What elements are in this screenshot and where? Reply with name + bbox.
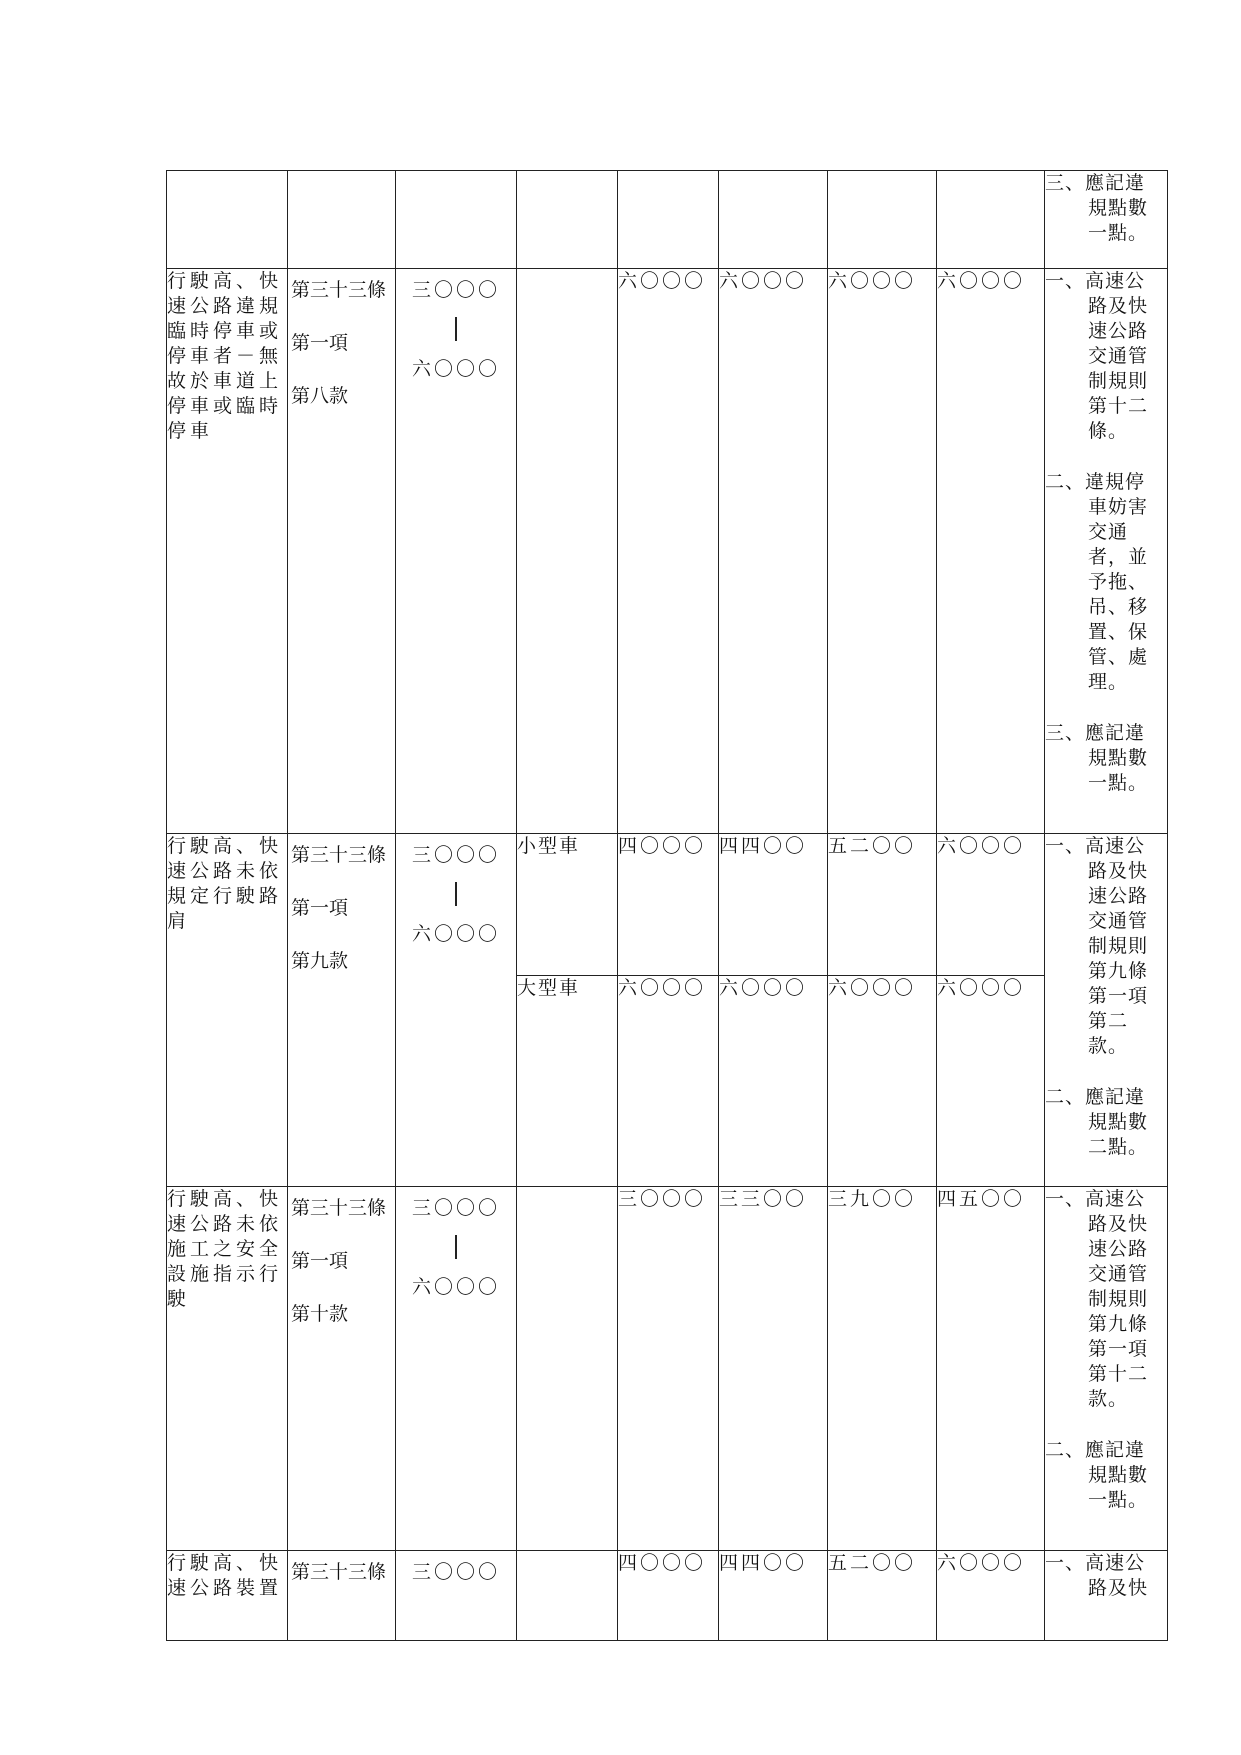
remark-line: 車妨害 — [1088, 496, 1149, 518]
remark-item — [1045, 721, 1167, 796]
fine-range-max: 六〇〇〇 — [411, 1276, 500, 1298]
article-line: 第三十三條 — [291, 1197, 387, 1219]
remark-line: 條。 — [1088, 420, 1129, 442]
remark-line: 第一項 — [1088, 985, 1149, 1007]
remark-line: 速公路 — [1088, 1238, 1149, 1260]
fine-amount-cell: 六〇〇〇 — [937, 269, 1045, 834]
violation-behavior-cell: 行駛高、快速公路未依規定行駛路肩 — [167, 834, 288, 1187]
fine-range-min: 三〇〇〇 — [411, 1197, 500, 1219]
fine-amount-cell: 四四〇〇 — [719, 1551, 828, 1641]
remarks-cell — [1045, 269, 1168, 834]
remarks-cell — [1045, 171, 1168, 269]
table-row — [167, 1187, 1168, 1551]
article-line: 第一項 — [291, 332, 349, 354]
article-line: 第十款 — [291, 1303, 349, 1325]
remark-line: 制規則 — [1088, 1288, 1149, 1310]
fine-amount-cell — [719, 171, 828, 269]
remark-line: 吊、移 — [1088, 596, 1149, 618]
remark-line: 第一項 — [1088, 1338, 1149, 1360]
fine-amount-cell: 六〇〇〇 — [719, 269, 828, 834]
remark-line: 速公路 — [1088, 320, 1149, 342]
article-cell — [288, 269, 396, 834]
fine-amount-cell — [618, 171, 719, 269]
vehicle-type-cell — [517, 171, 618, 269]
remark-line: 三、應記違 — [1045, 172, 1146, 194]
fine-amount-cell: 六〇〇〇 — [828, 976, 937, 1187]
fine-amount-cell: 四四〇〇 — [719, 834, 828, 976]
violation-behavior-cell — [167, 171, 288, 269]
fine-amount-cell: 三九〇〇 — [828, 1187, 937, 1551]
remark-line: 第十二 — [1088, 395, 1149, 417]
article-line: 第九款 — [291, 950, 349, 972]
article-line: 第一項 — [291, 897, 349, 919]
fine-amount-cell: 三三〇〇 — [719, 1187, 828, 1551]
fine-amount-cell: 六〇〇〇 — [618, 269, 719, 834]
remark-item — [1045, 470, 1167, 695]
remark-line: 路及快 — [1088, 295, 1149, 317]
remark-line: 一、高速公 — [1045, 835, 1146, 857]
article-line: 第三十三條 — [291, 844, 387, 866]
remark-line: 一、高速公 — [1045, 270, 1146, 292]
remark-line: 規點數 — [1088, 747, 1149, 769]
remark-line: 一點。 — [1088, 1489, 1149, 1511]
fine-range-min: 三〇〇〇 — [411, 1561, 500, 1583]
remark-item — [1045, 1551, 1167, 1601]
vehicle-type-cell: 大型車 — [517, 976, 618, 1187]
article-cell — [288, 834, 396, 1187]
fine-range-cell — [396, 269, 517, 834]
fine-amount-cell: 四〇〇〇 — [618, 1551, 719, 1641]
fine-range-min: 三〇〇〇 — [411, 844, 500, 866]
vehicle-type-cell — [517, 269, 618, 834]
remark-line: 速公路 — [1088, 885, 1149, 907]
remark-line: 路及快 — [1088, 860, 1149, 882]
remark-line: 規點數 — [1088, 1464, 1149, 1486]
article-line: 第三十三條 — [291, 279, 387, 301]
fine-amount-cell: 五二〇〇 — [828, 834, 937, 976]
vehicle-type-cell — [517, 1551, 618, 1641]
remarks-cell — [1045, 834, 1168, 1187]
remark-line: 交通管 — [1088, 1263, 1149, 1285]
fine-amount-cell — [828, 171, 937, 269]
remark-line: 者，並 — [1088, 546, 1149, 568]
remark-line: 規點數 — [1088, 1111, 1149, 1133]
remark-line: 一點。 — [1088, 222, 1149, 244]
vehicle-type-cell — [517, 1187, 618, 1551]
remarks-cell — [1045, 1187, 1168, 1551]
remark-item — [1045, 1085, 1167, 1160]
remark-line: 理。 — [1088, 671, 1129, 693]
remark-line: 二、應記違 — [1045, 1439, 1146, 1461]
fine-amount-cell: 六〇〇〇 — [937, 1551, 1045, 1641]
remark-item — [1045, 171, 1167, 246]
remark-line: 交通 — [1088, 521, 1129, 543]
fine-amount-cell: 六〇〇〇 — [937, 976, 1045, 1187]
article-cell — [288, 1551, 396, 1641]
remark-item — [1045, 1187, 1167, 1412]
article-line: 第八款 — [291, 385, 349, 407]
remark-line: 路及快 — [1088, 1577, 1149, 1599]
fine-range-max: 六〇〇〇 — [411, 358, 500, 380]
table-row — [167, 171, 1168, 269]
remark-line: 規點數 — [1088, 197, 1149, 219]
remark-line: 一點。 — [1088, 772, 1149, 794]
remark-line: 一、高速公 — [1045, 1552, 1146, 1574]
article-line: 第一項 — [291, 1250, 349, 1272]
remark-line: 第二 — [1088, 1010, 1129, 1032]
fine-amount-cell: 六〇〇〇 — [719, 976, 828, 1187]
range-dash — [455, 1235, 457, 1259]
fine-amount-cell: 六〇〇〇 — [828, 269, 937, 834]
remark-item — [1045, 834, 1167, 1059]
fine-range-cell — [396, 834, 517, 1187]
fine-amount-cell — [937, 171, 1045, 269]
violation-behavior-cell: 行駛高、快速公路未依施工之安全設施指示行駛 — [167, 1187, 288, 1551]
range-dash — [455, 882, 457, 906]
table-row — [167, 269, 1168, 834]
remark-line: 制規則 — [1088, 370, 1149, 392]
remark-line: 一、高速公 — [1045, 1188, 1146, 1210]
remark-line: 路及快 — [1088, 1213, 1149, 1235]
remark-line: 管、處 — [1088, 646, 1149, 668]
violation-behavior-cell: 行駛高、快速公路裝置 — [167, 1551, 288, 1641]
fine-range-cell — [396, 171, 517, 269]
fine-amount-cell: 六〇〇〇 — [937, 834, 1045, 976]
remark-line: 第九條 — [1088, 1313, 1149, 1335]
fine-amount-cell: 五二〇〇 — [828, 1551, 937, 1641]
fine-range-cell — [396, 1551, 517, 1641]
remark-line: 二點。 — [1088, 1136, 1149, 1158]
remark-line: 制規則 — [1088, 935, 1149, 957]
article-line: 第三十三條 — [291, 1561, 387, 1583]
remark-line: 二、違規停 — [1045, 471, 1146, 493]
article-cell — [288, 171, 396, 269]
remark-item — [1045, 1438, 1167, 1513]
remark-line: 第九條 — [1088, 960, 1149, 982]
fine-range-max: 六〇〇〇 — [411, 923, 500, 945]
table-row — [167, 834, 1168, 976]
remark-line: 第十二 — [1088, 1363, 1149, 1385]
remark-line: 予拖、 — [1088, 571, 1149, 593]
remark-line: 交通管 — [1088, 345, 1149, 367]
table-row — [167, 1551, 1168, 1641]
fine-range-min: 三〇〇〇 — [411, 279, 500, 301]
remark-line: 交通管 — [1088, 910, 1149, 932]
fine-amount-cell: 三〇〇〇 — [618, 1187, 719, 1551]
remark-line: 三、應記違 — [1045, 722, 1146, 744]
article-cell — [288, 1187, 396, 1551]
remarks-cell — [1045, 1551, 1168, 1641]
remark-line: 款。 — [1088, 1388, 1129, 1410]
violation-behavior-cell: 行駛高、快速公路違規臨時停車或停車者－無故於車道上停車或臨時停車 — [167, 269, 288, 834]
fine-amount-cell: 四五〇〇 — [937, 1187, 1045, 1551]
fine-amount-cell: 四〇〇〇 — [618, 834, 719, 976]
remark-item — [1045, 269, 1167, 444]
fine-amount-cell: 六〇〇〇 — [618, 976, 719, 1187]
fine-range-cell — [396, 1187, 517, 1551]
remark-line: 置、保 — [1088, 621, 1149, 643]
vehicle-type-cell: 小型車 — [517, 834, 618, 976]
penalty-table — [166, 170, 1168, 1641]
remark-line: 款。 — [1088, 1035, 1129, 1057]
range-dash — [455, 317, 457, 341]
remark-line: 二、應記違 — [1045, 1086, 1146, 1108]
